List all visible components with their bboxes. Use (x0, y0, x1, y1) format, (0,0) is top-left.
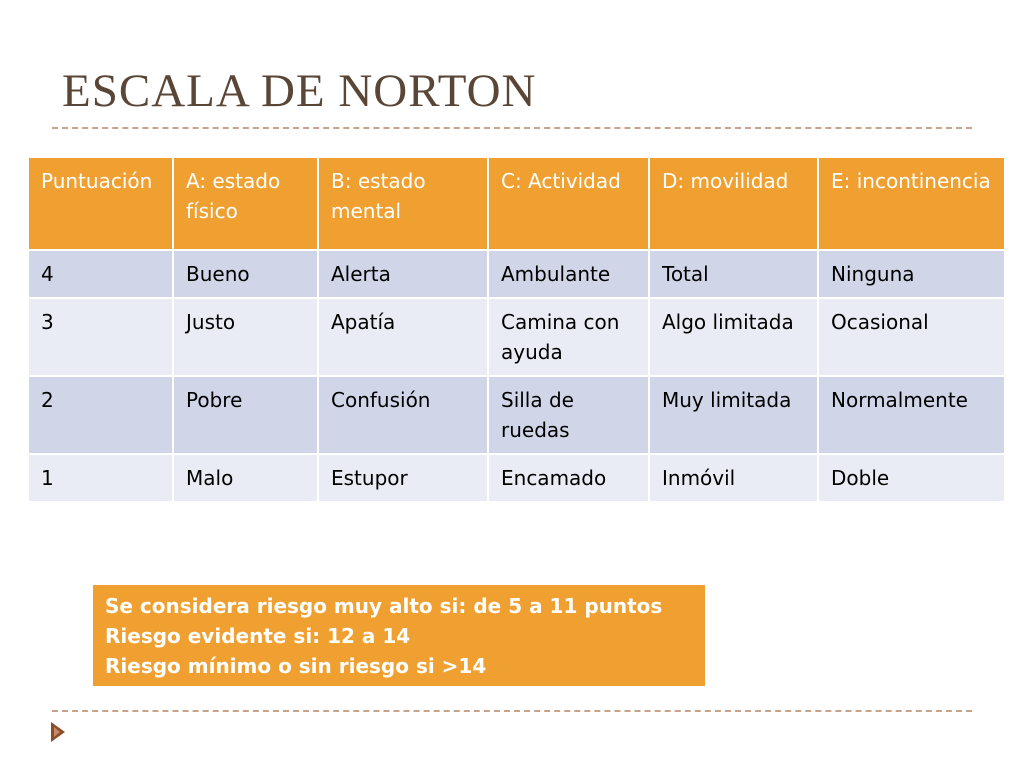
table-row (29, 376, 1004, 454)
table-cell: Confusión (318, 376, 488, 454)
title-divider (52, 127, 972, 129)
slide-title: ESCALA DE NORTON (62, 65, 537, 117)
triangle-arrow-right-icon[interactable] (48, 720, 68, 748)
header-puntuacion: Puntuación (29, 158, 173, 250)
footer-divider (52, 710, 972, 712)
table-cell: Pobre (173, 376, 318, 454)
table-cell: Apatía (318, 298, 488, 376)
table-cell: Camina con ayuda (488, 298, 649, 376)
header-estado-mental: B: estado mental (318, 158, 488, 250)
table-cell: 4 (29, 250, 173, 298)
table-header-row (29, 158, 1004, 250)
table-row (29, 454, 1004, 502)
table-cell: Total (649, 250, 818, 298)
table-cell: Muy limitada (649, 376, 818, 454)
table-cell: Estupor (318, 454, 488, 502)
table-cell: Algo limitada (649, 298, 818, 376)
table-cell: 2 (29, 376, 173, 454)
risk-line-minimal: Riesgo mínimo o sin riesgo si >14 (105, 654, 487, 678)
table-row (29, 250, 1004, 298)
table-row (29, 298, 1004, 376)
table-cell: Normalmente (818, 376, 1004, 454)
table-cell: Encamado (488, 454, 649, 502)
table-cell: Alerta (318, 250, 488, 298)
header-actividad: C: Actividad (488, 158, 649, 250)
table-cell: Silla de ruedas (488, 376, 649, 454)
header-estado-fisico: A: estado físico (173, 158, 318, 250)
risk-line-very-high: Se considera riesgo muy alto si: de 5 a 11 puntos (105, 594, 663, 618)
table-cell: 1 (29, 454, 173, 502)
table-cell: 3 (29, 298, 173, 376)
header-movilidad: D: movilidad (649, 158, 818, 250)
risk-summary-box (93, 585, 705, 686)
table-cell: Doble (818, 454, 1004, 502)
table-cell: Bueno (173, 250, 318, 298)
table-cell: Ambulante (488, 250, 649, 298)
norton-scale-table (29, 158, 1004, 503)
table-cell: Ninguna (818, 250, 1004, 298)
table-cell: Malo (173, 454, 318, 502)
table-cell: Inmóvil (649, 454, 818, 502)
table-cell: Ocasional (818, 298, 1004, 376)
table-cell: Justo (173, 298, 318, 376)
risk-line-evident: Riesgo evidente si: 12 a 14 (105, 624, 411, 648)
header-incontinencia: E: incontinencia (818, 158, 1004, 250)
